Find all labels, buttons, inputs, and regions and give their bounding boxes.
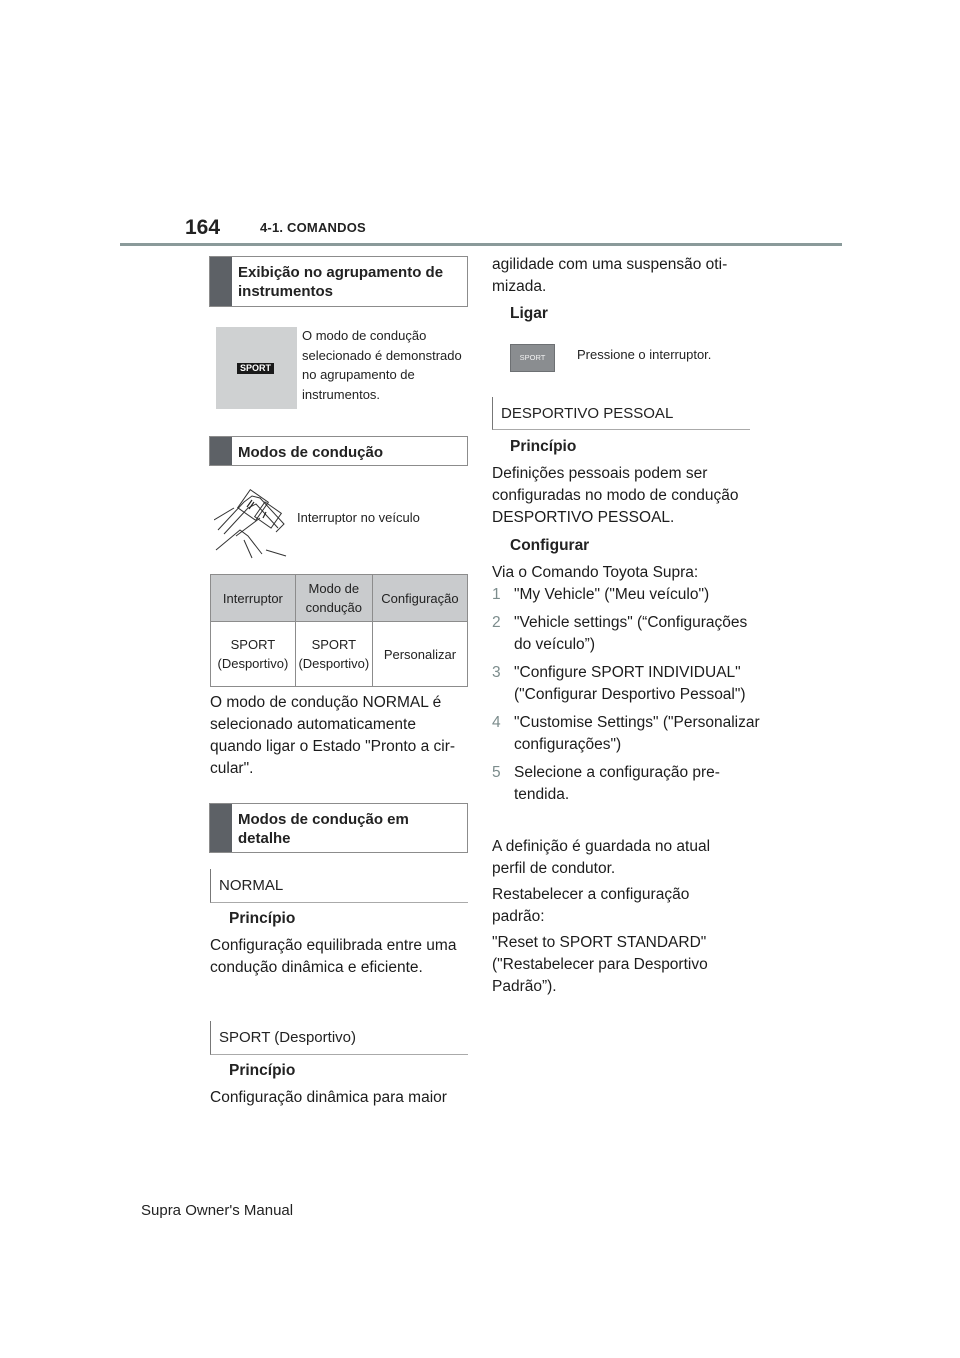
sport-text: Configuração dinâmica para maior [210,1089,447,1106]
table-cell: SPORT (Desportivo) [211,622,296,687]
sport-text-continued: agilidade com uma suspensão otimizada. [492,256,728,295]
subsection-individual [492,397,750,430]
list-item [492,612,762,656]
step-number: 1 [492,586,501,603]
normal-text: Configuração equilibrada entre uma condução dinâmica e eficiente. [210,937,457,976]
table-header-row [211,575,468,622]
list-item [492,662,762,706]
footer-text: Supra Owner's Manual [141,1202,294,1219]
table-row [211,622,468,687]
heading-text: Modos de condução em detalhe [238,811,409,847]
driving-switch-icon [214,480,290,560]
via-text: Via o Comando Toyota Supra: [492,564,699,581]
page-number: 164 [185,216,221,239]
switch-caption: Interruptor no veículo [297,510,420,525]
step-number: 4 [492,714,501,731]
sport-display-badge: SPORT [237,363,274,374]
press-caption: Pressione o interruptor. [577,347,712,362]
principle-heading: Princípio [510,438,577,455]
table-header-cell: Interruptor [211,575,296,622]
table-header-cell: Configuração [372,575,467,622]
step-number: 3 [492,664,501,681]
list-item [492,762,762,806]
ligar-heading: Ligar [510,305,548,322]
modes-table [210,574,468,687]
heading-text: Exibição no agrupamento de instrumentos [238,264,444,300]
heading-text: Modos de condução [238,444,384,461]
step-text: "Vehicle settings" (“Configurações do veículo”) [514,614,748,653]
subsection-sport [210,1021,468,1055]
principle-heading: Princípio [229,1062,296,1079]
step-text: Selecione a configuração pretendida. [514,764,720,803]
list-item [492,584,762,606]
reset-text: "Reset to SPORT STANDARD" ("Restabelecer para Desportivo Padrão”). [492,934,708,995]
list-item [492,712,762,756]
table-header-cell: Modo de condução [295,575,372,622]
reset-label: Restabelecer a configuração padrão: [492,886,690,925]
step-text: "My Vehicle" ("Meu veículo") [514,586,710,603]
heading-bar [210,804,232,852]
step-number: 2 [492,614,501,631]
subsection-title: NORMAL [219,877,284,894]
heading-bar [210,437,232,465]
individual-text: Definições pessoais podem ser configuradas no modo de condução DESPORTIVO PESSOAL. [492,465,739,526]
saved-text: A definição é guardada no atual perfil de condutor. [492,838,711,877]
section-title: 4-1. COMANDOS [260,220,366,235]
heading-box-modes [209,436,468,466]
steps-list [492,584,762,812]
normal-auto-paragraph: O modo de condução NORMAL é selecionado automaticamente quando ligar o Estado "Pronto a circular". [210,694,456,777]
header-rule [120,243,842,246]
configurar-heading: Configurar [510,537,590,554]
step-text: "Configure SPORT INDIVIDUAL" ("Configurar Desportivo Pessoal") [514,664,746,703]
table-cell: SPORT (Desportivo) [295,622,372,687]
subsection-normal [210,869,468,903]
principle-heading: Princípio [229,910,296,927]
subsection-title: SPORT (Desportivo) [219,1029,356,1046]
heading-bar [210,257,232,306]
step-number: 5 [492,764,501,781]
sport-button-image [510,344,555,372]
heading-box-detail [209,803,468,853]
table-cell: Personalizar [372,622,467,687]
heading-box-display [209,256,468,307]
display-caption: O modo de condução selecionado é demonstrado no agrupamento de instrumentos. [302,328,462,402]
subsection-title: DESPORTIVO PESSOAL [501,405,674,422]
step-text: "Customise Settings" ("Personalizar configurações") [514,714,760,753]
sport-button-badge: SPORT [519,353,546,362]
